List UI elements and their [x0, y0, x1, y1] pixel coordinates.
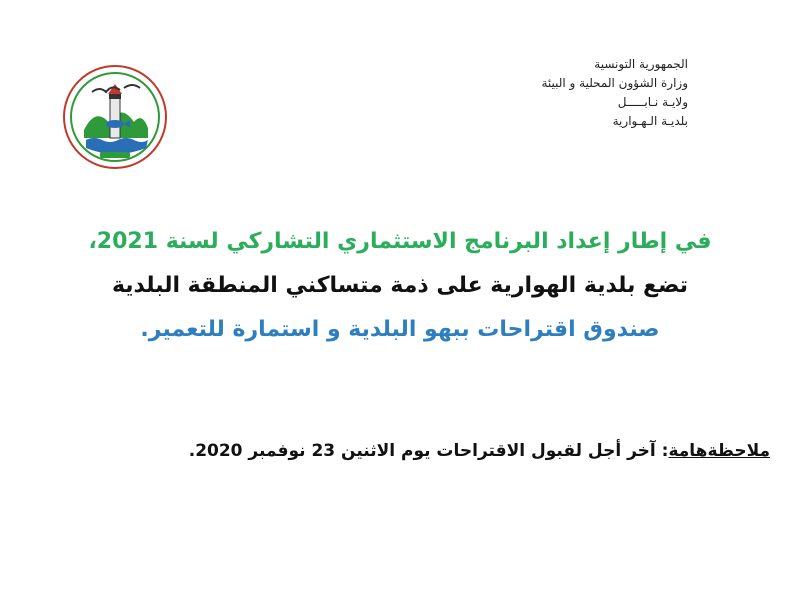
announcement-line-1: في إطار إعداد البرنامج الاستثماري التشاركي لسنة 2021، [88, 229, 712, 254]
note-text: : آخر أجل لقبول الاقتراحات يوم الاثنين 23 نوفمبر 2020. [188, 441, 669, 461]
announcement-line-3: صندوق اقتراحات ببهو البلدية و استمارة للتعمير. [140, 317, 660, 342]
note-label: ملاحظةهامة [668, 441, 770, 461]
note [130, 438, 770, 464]
announcement-line-2: تضع بلدية الهوارية على ذمة متساكني المنطقة البلدية [111, 273, 689, 298]
municipality-emblem-icon [62, 64, 168, 170]
header-ministry: وزارة الشؤون المحلية و البيئة [541, 76, 688, 90]
header-governorate: ولايـة نـابـــــل [617, 95, 688, 109]
header-block [448, 55, 688, 131]
header-republic: الجمهورية التونسية [594, 57, 688, 71]
announcement [60, 220, 740, 352]
header-municipality: بلديـة الـهـوارية [612, 114, 688, 128]
